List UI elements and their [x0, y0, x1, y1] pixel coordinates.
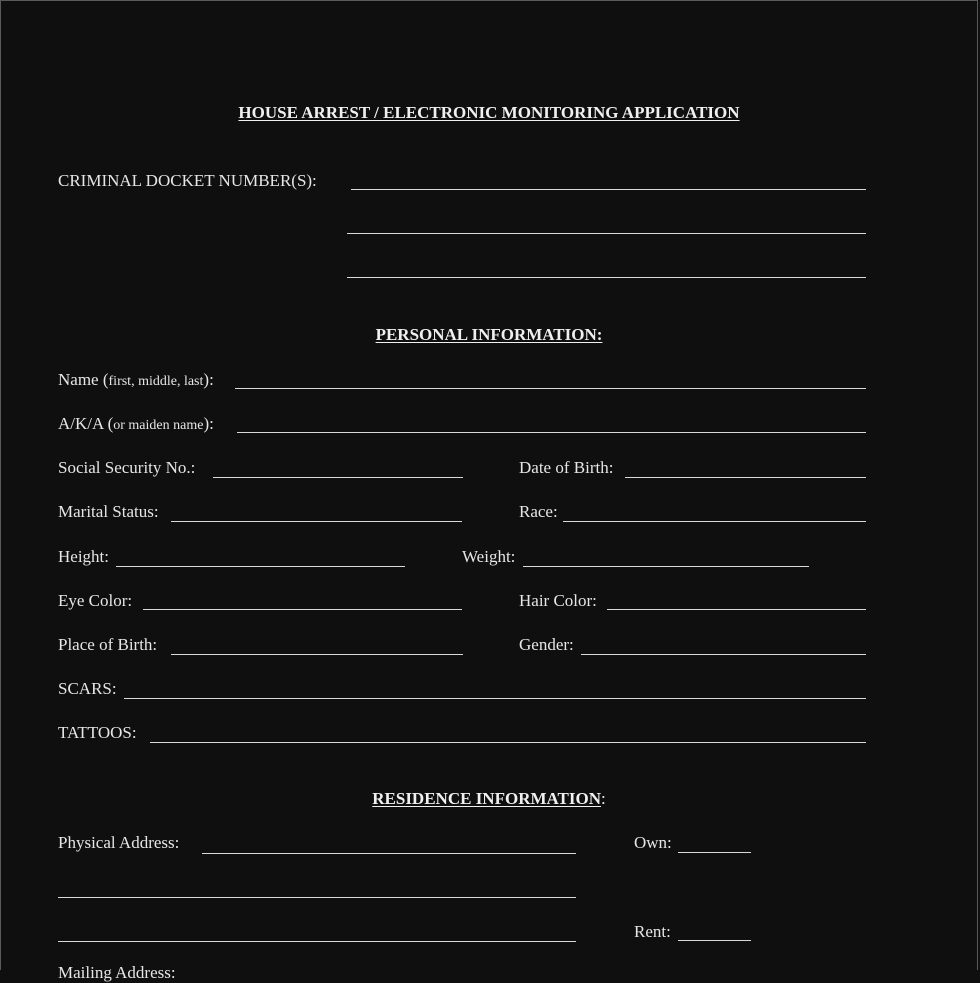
gender-label: Gender: — [519, 635, 574, 654]
eye-color-label: Eye Color: — [58, 591, 133, 610]
height-label: Height: — [58, 547, 109, 566]
place-of-birth-label: Place of Birth: — [58, 635, 158, 654]
physical-address-field-1[interactable] — [202, 853, 576, 854]
scars-label: SCARS: — [58, 679, 117, 698]
docket-label: CRIMINAL DOCKET NUMBER(S): — [58, 171, 317, 190]
gender-field[interactable] — [581, 654, 866, 655]
personal-info-heading: PERSONAL INFORMATION: — [375, 325, 603, 344]
height-field[interactable] — [116, 566, 405, 567]
rent-label: Rent: — [634, 922, 671, 941]
docket-number-field-1[interactable] — [351, 189, 866, 190]
mailing-address-label: Mailing Address: — [58, 963, 176, 982]
weight-field[interactable] — [523, 566, 809, 567]
ssn-label: Social Security No.: — [58, 458, 196, 477]
docket-number-field-2[interactable] — [347, 233, 866, 234]
tattoos-field[interactable] — [150, 742, 866, 743]
aka-label: A/K/A (or maiden name): — [58, 414, 214, 433]
physical-address-label: Physical Address: — [58, 833, 180, 852]
name-label: Name (first, middle, last): — [58, 370, 214, 389]
residence-info-heading: RESIDENCE INFORMATION: — [372, 789, 606, 808]
tattoos-label: TATTOOS: — [58, 723, 137, 742]
hair-color-label: Hair Color: — [519, 591, 597, 610]
race-label: Race: — [519, 502, 558, 521]
marital-status-label: Marital Status: — [58, 502, 159, 521]
docket-number-field-3[interactable] — [347, 277, 866, 278]
name-field[interactable] — [235, 388, 866, 389]
aka-field[interactable] — [237, 432, 866, 433]
place-of-birth-field[interactable] — [171, 654, 463, 655]
dob-field[interactable] — [625, 477, 866, 478]
aka-hint: or maiden name — [113, 418, 204, 433]
hair-color-field[interactable] — [607, 609, 866, 610]
own-label: Own: — [634, 833, 672, 852]
weight-label: Weight: — [462, 547, 516, 566]
marital-status-field[interactable] — [171, 521, 462, 522]
physical-address-field-3[interactable] — [58, 941, 576, 942]
ssn-field[interactable] — [213, 477, 463, 478]
scars-field[interactable] — [124, 698, 866, 699]
physical-address-field-2[interactable] — [58, 897, 576, 898]
name-hint: first, middle, last — [108, 374, 204, 389]
form-title: HOUSE ARREST / ELECTRONIC MONITORING APPLICATION — [238, 103, 740, 122]
dob-label: Date of Birth: — [519, 458, 614, 477]
eye-color-field[interactable] — [143, 609, 462, 610]
race-field[interactable] — [563, 521, 866, 522]
own-field[interactable] — [678, 852, 751, 853]
rent-field[interactable] — [678, 940, 751, 941]
